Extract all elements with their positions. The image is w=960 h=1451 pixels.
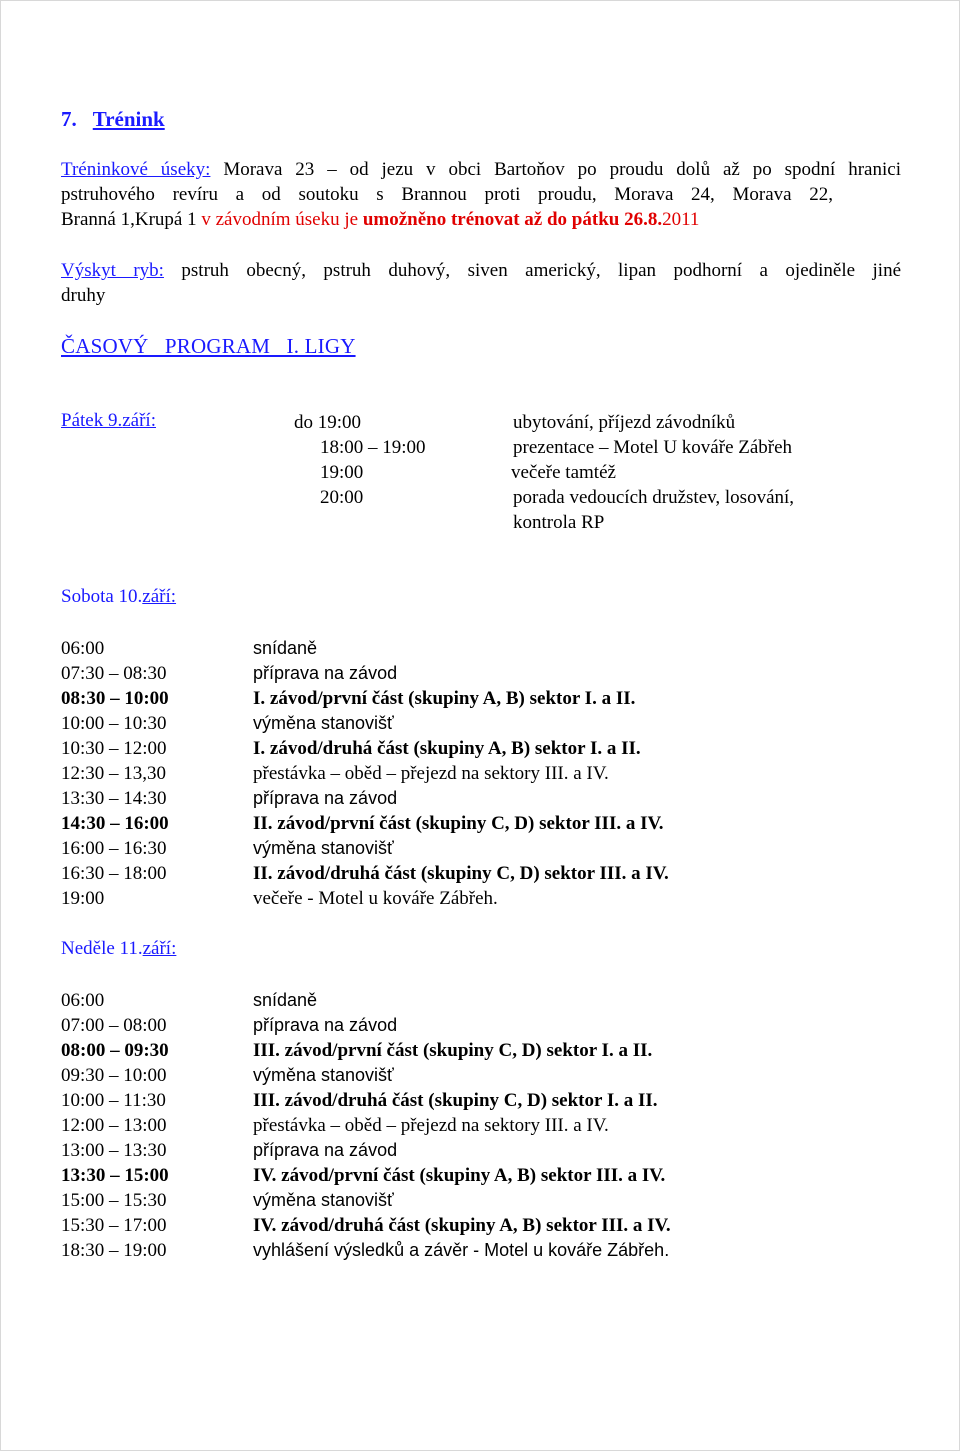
friday-desc: večeře tamtéž bbox=[511, 462, 616, 483]
saturday-time: 16:30 – 18:00 bbox=[61, 863, 167, 884]
training-deadline: umožněno trénovat až do pátku 26.8. bbox=[362, 209, 663, 230]
saturday-row bbox=[61, 786, 901, 811]
sunday-time: 07:00 – 08:00 bbox=[61, 1015, 167, 1036]
sunday-desc: vyhlášení výsledků a závěr - Motel u kováře Zábřeh. bbox=[253, 1240, 670, 1260]
sunday-time: 10:00 – 11:30 bbox=[61, 1090, 166, 1111]
saturday-row bbox=[61, 711, 901, 736]
section-number: 7. bbox=[61, 107, 77, 131]
sunday-desc: IV. závod/druhá část (skupiny A, B) sektor III. a IV. bbox=[253, 1215, 671, 1236]
sunday-time: 08:00 – 09:30 bbox=[61, 1040, 169, 1061]
friday-row bbox=[61, 510, 901, 535]
friday-desc: kontrola RP bbox=[513, 512, 605, 533]
saturday-time: 19:00 bbox=[61, 888, 105, 909]
sunday-desc: přestávka – oběd – přejezd na sektory III. a IV. bbox=[253, 1115, 609, 1136]
saturday-time: 14:30 – 16:00 bbox=[61, 813, 169, 834]
fish-line2: druhy bbox=[61, 285, 106, 306]
saturday-row bbox=[61, 836, 901, 861]
sunday-desc: III. závod/druhá část (skupiny C, D) sektor I. a II. bbox=[253, 1090, 658, 1111]
training-paragraph bbox=[61, 157, 901, 232]
saturday-time: 10:00 – 10:30 bbox=[61, 713, 167, 734]
saturday-row bbox=[61, 661, 901, 686]
saturday-time: 13:30 – 14:30 bbox=[61, 788, 167, 809]
friday-row bbox=[61, 485, 901, 510]
sunday-row bbox=[61, 1213, 901, 1238]
training-line2: pstruhového revíru a od soutoku s Brannou proti proudu, Morava 24, Morava 22, bbox=[61, 184, 833, 205]
training-line3-plain: Branná 1,Krupá 1 bbox=[61, 209, 202, 230]
friday-time: do 19:00 bbox=[294, 412, 362, 433]
saturday-row bbox=[61, 636, 901, 661]
training-line3-red: v závodním úseku je bbox=[201, 209, 363, 230]
training-line1: Morava 23 – od jezu v obci Bartoňov po proudu dolů až po spodní hranici bbox=[210, 159, 901, 180]
sunday-time: 15:00 – 15:30 bbox=[61, 1190, 167, 1211]
sunday-label: Neděle 11.září: bbox=[61, 938, 177, 959]
sunday-row bbox=[61, 1163, 901, 1188]
friday-time: 20:00 bbox=[320, 487, 364, 508]
sunday-desc: III. závod/první část (skupiny C, D) sektor I. a II. bbox=[253, 1040, 653, 1061]
saturday-desc: I. závod/první část (skupiny A, B) sektor I. a II. bbox=[253, 688, 636, 709]
saturday-label: Sobota 10.září: bbox=[61, 586, 177, 607]
saturday-row bbox=[61, 861, 901, 886]
friday-row bbox=[61, 410, 901, 435]
saturday-desc: II. závod/první část (skupiny C, D) sektor III. a IV. bbox=[253, 813, 664, 834]
friday-desc: prezentace – Motel U kováře Zábřeh bbox=[513, 437, 793, 458]
saturday-desc: výměna stanovišť bbox=[253, 838, 394, 858]
sunday-time: 18:30 – 19:00 bbox=[61, 1240, 167, 1261]
sunday-time: 13:00 – 13:30 bbox=[61, 1140, 167, 1161]
saturday-time: 12:30 – 13,30 bbox=[61, 763, 167, 784]
saturday-time: 10:30 – 12:00 bbox=[61, 738, 167, 759]
sunday-desc: výměna stanovišť bbox=[253, 1065, 394, 1085]
sunday-time: 12:00 – 13:00 bbox=[61, 1115, 167, 1136]
saturday-desc: příprava na závod bbox=[253, 663, 398, 683]
section-title: Trénink bbox=[92, 107, 165, 131]
sunday-row bbox=[61, 1238, 901, 1263]
friday-time: 19:00 bbox=[320, 462, 364, 483]
saturday-row bbox=[61, 736, 901, 761]
sunday-time: 06:00 bbox=[61, 990, 105, 1011]
sunday-row bbox=[61, 1088, 901, 1113]
friday-time: 18:00 – 19:00 bbox=[320, 437, 426, 458]
sunday-desc: příprava na závod bbox=[253, 1015, 398, 1035]
saturday-time: 07:30 – 08:30 bbox=[61, 663, 167, 684]
sunday-desc: příprava na závod bbox=[253, 1140, 398, 1160]
saturday-desc: I. závod/druhá část (skupiny A, B) sektor I. a II. bbox=[253, 738, 641, 759]
sunday-row bbox=[61, 1013, 901, 1038]
sunday-row bbox=[61, 988, 901, 1013]
friday-row bbox=[61, 460, 901, 485]
friday-row bbox=[61, 435, 901, 460]
sunday-time: 13:30 – 15:00 bbox=[61, 1165, 169, 1186]
saturday-desc: snídaně bbox=[253, 638, 318, 658]
fish-line1: pstruh obecný, pstruh duhový, siven americký, lipan podhorní a ojediněle jiné bbox=[163, 260, 901, 281]
sunday-time: 15:30 – 17:00 bbox=[61, 1215, 167, 1236]
sunday-desc: snídaně bbox=[253, 990, 318, 1010]
saturday-row bbox=[61, 886, 901, 911]
sunday-desc: výměna stanovišť bbox=[253, 1190, 394, 1210]
training-label: Tréninkové úseky: bbox=[61, 159, 211, 180]
saturday-time: 16:00 – 16:30 bbox=[61, 838, 167, 859]
friday-desc: ubytování, příjezd závodníků bbox=[513, 412, 736, 433]
saturday-desc: příprava na závod bbox=[253, 788, 398, 808]
fish-paragraph bbox=[61, 258, 901, 308]
sunday-time: 09:30 – 10:00 bbox=[61, 1065, 167, 1086]
saturday-row bbox=[61, 811, 901, 836]
saturday-desc: výměna stanovišť bbox=[253, 713, 394, 733]
sunday-row bbox=[61, 1063, 901, 1088]
saturday-row bbox=[61, 761, 901, 786]
sunday-desc: IV. závod/první část (skupiny A, B) sektor III. a IV. bbox=[253, 1165, 666, 1186]
saturday-desc: II. závod/druhá část (skupiny C, D) sektor III. a IV. bbox=[253, 863, 669, 884]
training-year: 2011 bbox=[662, 209, 700, 230]
fish-label: Výskyt ryb: bbox=[61, 260, 164, 281]
section-heading bbox=[61, 107, 165, 132]
sunday-row bbox=[61, 1038, 901, 1063]
sunday-row bbox=[61, 1188, 901, 1213]
saturday-time: 08:30 – 10:00 bbox=[61, 688, 169, 709]
friday-label: Pátek 9.září: bbox=[61, 410, 156, 431]
schedule-title: ČASOVÝ PROGRAM I. LIGY bbox=[61, 334, 356, 358]
sunday-row bbox=[61, 1138, 901, 1163]
saturday-time: 06:00 bbox=[61, 638, 105, 659]
friday-desc: porada vedoucích družstev, losování, bbox=[513, 487, 795, 508]
sunday-row bbox=[61, 1113, 901, 1138]
saturday-desc: přestávka – oběd – přejezd na sektory III. a IV. bbox=[253, 763, 609, 784]
saturday-row bbox=[61, 686, 901, 711]
saturday-desc: večeře - Motel u kováře Zábřeh. bbox=[253, 888, 498, 909]
